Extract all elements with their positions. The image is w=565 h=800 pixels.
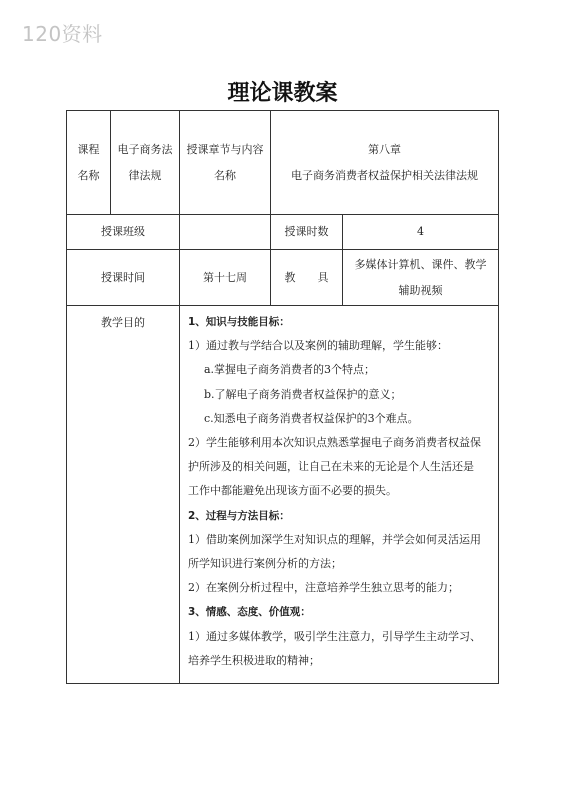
course-name-line: 律法规: [128, 168, 162, 182]
course-label-line: 课程: [77, 142, 100, 156]
class-value: [180, 215, 271, 250]
course-label-line: 名称: [77, 168, 100, 182]
class-label: 授课班级: [67, 215, 180, 250]
page-title: 理论课教案: [227, 81, 338, 106]
time-label: 授课时间: [67, 250, 180, 306]
goal-line: 1）通过教与学结合以及案例的辅助理解，学生能够：: [188, 339, 448, 353]
goal-line: 2）在案例分析过程中，注意培养学生独立思考的能力；: [188, 581, 459, 595]
course-row: [67, 111, 499, 215]
purpose-row: [67, 306, 499, 684]
class-row: [67, 215, 499, 250]
chapter-label-line: 名称: [214, 168, 236, 182]
chapter-cell: [271, 111, 499, 215]
goal-line: 1）借助案例加深学生对知识点的理解，并学会如何灵活运用: [188, 532, 481, 546]
lesson-plan-table: [66, 110, 499, 684]
chapter-label-cell: [180, 111, 271, 215]
watermark: 120资料: [22, 22, 103, 46]
goal-line: 培养学生积极进取的精神；: [188, 653, 320, 667]
goal-line: 护所涉及的相关问题，让自己在未来的无论是个人生活还是: [188, 460, 474, 474]
time-row: [67, 250, 499, 306]
goal-line: a.掌握电子商务消费者的3个特点；: [204, 363, 376, 377]
goal-line: b.了解电子商务消费者权益保护的意义；: [204, 387, 402, 401]
goal-heading: 2、过程与方法目标：: [188, 509, 290, 522]
chapter-title: 电子商务消费者权益保护相关法律法规: [291, 168, 478, 182]
tools-value-line: 多媒体计算机、课件、教学: [354, 257, 487, 271]
chapter-label-line: 授课章节与内容: [186, 142, 264, 156]
goal-line: c.知悉电子商务消费者权益保护的3个难点。: [204, 411, 419, 425]
time-value: 第十七周: [180, 250, 271, 306]
goal-heading: 3、情感、态度、价值观：: [188, 606, 311, 619]
purpose-label: 教学目的: [67, 306, 180, 684]
goal-line: 所学知识进行案例分析的方法；: [188, 557, 342, 571]
tools-value-line: 辅助视频: [398, 283, 443, 297]
goal-line: 1）通过多媒体教学，吸引学生注意力，引导学生主动学习、: [188, 629, 481, 643]
goal-line: 工作中都能避免出现该方面不必要的损失。: [188, 484, 397, 498]
hours-label: 授课时数: [271, 215, 343, 250]
course-name-line: 电子商务法: [117, 142, 173, 156]
goal-heading: 1、知识与技能目标：: [188, 316, 290, 328]
chapter-number: 第八章: [368, 142, 401, 156]
tools-cell: [343, 250, 499, 306]
course-label-cell: [67, 111, 111, 215]
hours-value: 4: [343, 215, 499, 250]
tools-label: 教 具: [271, 250, 343, 306]
purpose-content: [180, 306, 499, 684]
goal-line: 2）学生能够利用本次知识点熟悉掌握电子商务消费者权益保: [188, 436, 481, 450]
course-name-cell: [111, 111, 180, 215]
